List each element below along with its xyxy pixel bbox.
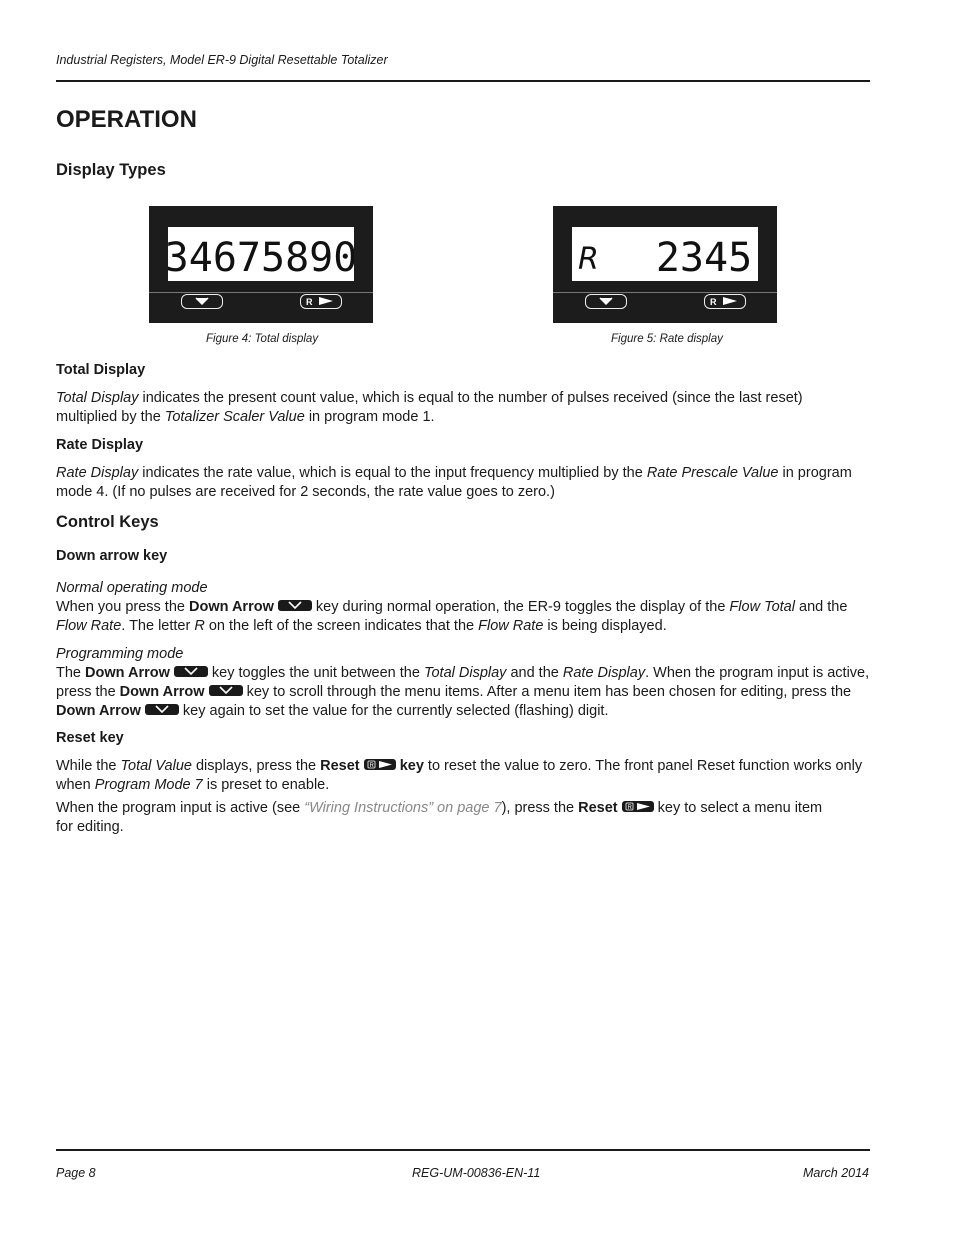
reset-icon	[301, 295, 340, 307]
lcd-digits	[168, 227, 354, 281]
text: When you press the	[56, 599, 189, 615]
key-name: Down Arrow	[56, 703, 141, 719]
down-arrow-button	[181, 294, 223, 309]
down-arrow-button	[585, 294, 627, 309]
programming-mode-paragraph	[56, 664, 876, 721]
header-rule	[56, 80, 870, 82]
rate-digits: 2345	[655, 235, 753, 281]
term: Total Value	[120, 758, 192, 774]
reset-button	[300, 294, 342, 309]
total-display-heading: Total Display	[56, 362, 146, 378]
svg-text:R: R	[306, 297, 313, 307]
text: The	[56, 665, 86, 681]
page-number: Page 8	[56, 1166, 96, 1180]
normal-mode-paragraph	[56, 598, 866, 636]
key-name: key	[399, 758, 424, 774]
reset-key-icon	[622, 801, 654, 812]
rate-display-heading: Rate Display	[56, 437, 144, 453]
term: Rate Prescale Value	[646, 465, 779, 481]
programming-mode-label: Programming mode	[56, 646, 184, 662]
document-number: REG-UM-00836-EN-11	[412, 1166, 541, 1180]
text: key to scroll through the menu items. After a menu item has been chosen for editing, press the	[242, 684, 852, 700]
text: indicates the rate value, which is equal to the input frequency multiplied by the	[138, 465, 647, 481]
rate-prefix: R	[578, 242, 599, 277]
text: on the left of the screen indicates that the	[204, 618, 479, 634]
svg-text:R: R	[369, 762, 374, 769]
reset-paragraph-2	[56, 799, 836, 837]
reset-button	[704, 294, 746, 309]
reset-paragraph-1	[56, 757, 866, 795]
down-arrow-key-icon	[278, 600, 312, 611]
text: key during normal operation, the ER-9 toggles the display of the	[311, 599, 730, 615]
reset-icon	[705, 295, 744, 307]
text: in program mode 4. (If no pulses are received for 2 seconds, the rate value goes to zero.)	[56, 465, 852, 500]
text: key to select a menu item for editing.	[56, 800, 823, 835]
text: key again to set the value for the currently selected (flashing) digit.	[178, 703, 609, 719]
down-arrow-key-icon	[174, 666, 208, 677]
down-arrow-key-icon	[145, 704, 179, 715]
footer-rule	[56, 1149, 870, 1151]
panel-divider	[149, 292, 373, 293]
term: Total Display	[423, 665, 507, 681]
text: and the	[506, 665, 563, 681]
text: . The letter	[121, 618, 195, 634]
key-name: Down Arrow	[189, 599, 274, 615]
text: in program mode 1.	[304, 409, 435, 425]
page-title: OPERATION	[56, 106, 197, 133]
text: to reset the value to zero. The front panel Reset function works only when	[56, 758, 863, 793]
key-name: Reset	[578, 800, 618, 816]
key-name: Down Arrow	[85, 665, 170, 681]
lcd-screen	[572, 227, 758, 281]
panel-divider	[553, 292, 777, 293]
key-name: Down Arrow	[119, 684, 205, 700]
rate-display-figure	[553, 206, 777, 323]
term: R	[194, 618, 205, 634]
reset-key-heading: Reset key	[56, 730, 124, 746]
down-arrow-icon	[182, 295, 221, 307]
text: indicates the present count value, which is equal to the number of pulses received (since the last reset) multiplied by the	[56, 390, 803, 425]
down-arrow-key-icon	[209, 685, 243, 696]
svg-text:R: R	[627, 804, 632, 811]
text: When the program input is active (see	[56, 800, 305, 816]
term: Rate Display	[56, 465, 139, 481]
term: Total Display	[56, 390, 139, 406]
term: Flow Rate	[56, 618, 122, 634]
control-keys-heading: Control Keys	[56, 513, 159, 531]
figure-5-caption: Figure 5: Rate display	[611, 333, 723, 345]
text: While the	[56, 758, 121, 774]
total-digits: 34675890	[168, 235, 354, 281]
term: Totalizer Scaler Value	[164, 409, 305, 425]
total-display-figure	[149, 206, 373, 323]
normal-mode-label: Normal operating mode	[56, 580, 208, 596]
text: is preset to enable.	[202, 777, 330, 793]
down-arrow-key-heading: Down arrow key	[56, 548, 168, 564]
running-header: Industrial Registers, Model ER-9 Digital Resettable Totalizer	[56, 53, 388, 67]
text: key toggles the unit between the	[207, 665, 424, 681]
text: ), press the	[501, 800, 579, 816]
cross-reference-link[interactable]: “Wiring Instructions” on page 7	[304, 800, 502, 816]
term: Rate Display	[562, 665, 646, 681]
text: displays, press the	[191, 758, 321, 774]
down-arrow-icon	[586, 295, 625, 307]
term: Flow Rate	[478, 618, 544, 634]
term: Program Mode 7	[94, 777, 203, 793]
publication-date: March 2014	[803, 1166, 870, 1180]
figure-4-caption: Figure 4: Total display	[206, 333, 319, 345]
reset-key-icon	[364, 759, 396, 770]
text: is being displayed.	[543, 618, 667, 634]
text: . When the program input is active, press the	[56, 665, 870, 700]
rate-display-paragraph	[56, 464, 866, 502]
lcd-screen	[168, 227, 354, 281]
term: Flow Total	[729, 599, 795, 615]
lcd-digits	[572, 227, 758, 281]
total-display-paragraph	[56, 389, 856, 427]
svg-text:R: R	[710, 297, 717, 307]
text: and the	[794, 599, 848, 615]
display-types-heading: Display Types	[56, 161, 166, 179]
key-name: Reset	[320, 758, 360, 774]
